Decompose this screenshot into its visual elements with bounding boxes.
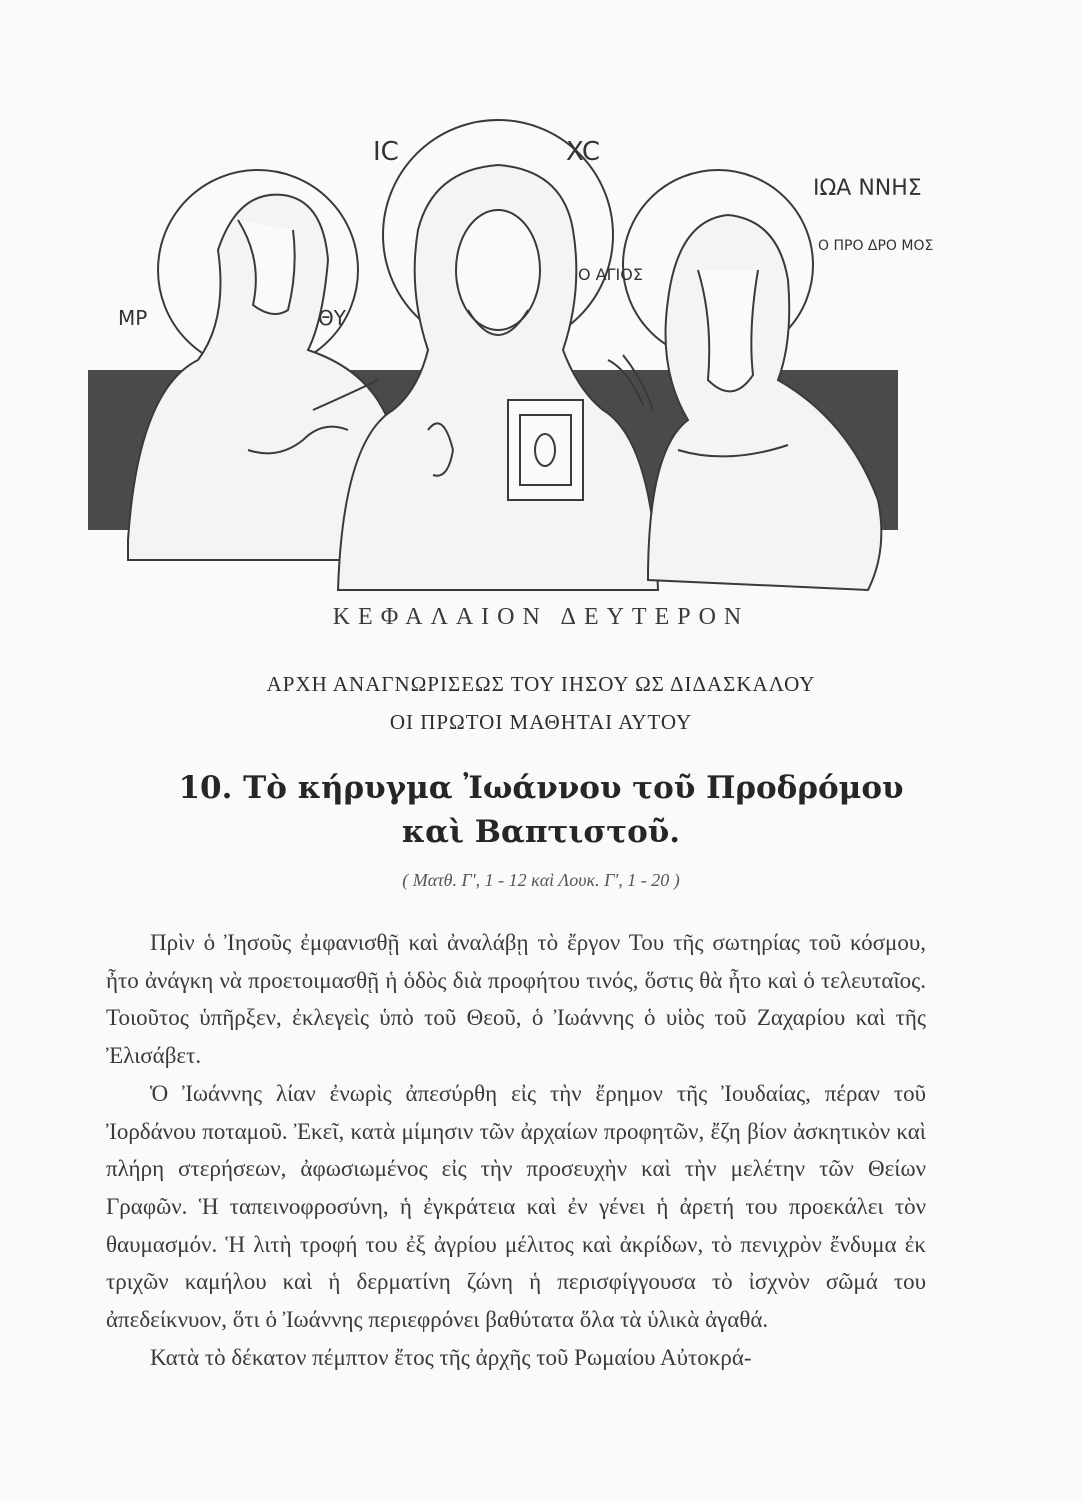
section-title-line-2: καὶ Βαπτιστοῦ. — [401, 814, 681, 850]
scripture-reference: ( Ματθ. Γ', 1 - 12 καὶ Λουκ. Γ', 1 - 20 ) — [402, 870, 680, 890]
subheading-line-1: ΑΡΧΗ ΑΝΑΓΝΩΡΙΣΕΩΣ ΤΟΥ ΙΗΣΟΥ ΩΣ ΔΙΔΑΣΚΑΛΟΥ — [266, 672, 816, 696]
paragraph: Ὁ Ἰωάννης λίαν ἐνωρὶς ἀπεσύρθη εἰς τὴν ἔρημον τῆς Ἰουδαίας, πέραν τοῦ Ἰορδάνου ποταμοῦ. Ἐκεῖ, κατὰ μίμησιν τῶν ἀρχαίων προφητῶν, ἔζη βίον ἀσκητικὸν καὶ πλήρη στερήσεων, ἀφωσιωμένος εἰς τὴν προσευχὴν καὶ τὴν μελέτην τῶν Θείων Γραφῶν. Ἡ ταπεινοφροσύνη, ἡ ἐγκράτεια καὶ ἐν γένει ἡ ἀρετή του προεκάλει τὸν θαυμασμόν. Ἡ λιτὴ τροφή του ἐξ ἀγρίου μέλιτος καὶ ἀκρίδων, τὸ πενιχρὸν ἔνδυμα ἐκ τριχῶν καμήλου καὶ ἡ δερματίνη ζώνη ἡ περισφίγγουσα τὸ ἰσχνὸν σῶμά του ἀπεδείκνυον, ὅτι ὁ Ἰωάννης περιεφρόνει βαθύτατα ὅλα τὰ ὑλικὰ ἀγαθά. — [106, 1080, 926, 1333]
icon-label-mary-left: ΜΡ — [118, 306, 148, 330]
icon-label-john-title: Ο ΠΡΟ ΔΡΟ ΜΟΣ — [818, 238, 934, 254]
icon-label-john-name: ΙΩΑ ΝΝΗΣ — [813, 176, 922, 201]
icon-label-christ-left: IC — [373, 137, 399, 167]
paragraph: Κατὰ τὸ δέκατον πέμπτον ἔτος τῆς ἀρχῆς τοῦ Ρωμαίου Αὐτοκρά- — [150, 1344, 752, 1370]
body-text — [106, 924, 926, 1376]
section-title-line-1: 10. Τὸ κήρυγμα Ἰωάννου τοῦ Προδρόμου — [178, 770, 904, 806]
subheading-line-2: ΟΙ ΠΡΩΤΟΙ ΜΑΘΗΤΑΙ ΑΥΤΟΥ — [389, 710, 693, 734]
deesis-icon-illustration — [88, 120, 934, 590]
icon-label-mary-right: ΘΥ — [318, 306, 346, 330]
chapter-heading: ΚΕΦΑΛΑΙΟΝ ΔΕΥΤΕΡΟΝ — [332, 604, 750, 630]
paragraph: Πρὶν ὁ Ἰησοῦς ἐμφανισθῇ καὶ ἀναλάβῃ τὸ ἔργον Του τῆς σωτηρίας τοῦ κόσμου, ἦτο ἀνάγκη νὰ προετοιμασθῇ ἡ ὁδὸς διὰ προφήτου τινός, ὅστις θὰ ἦτο καὶ ὁ τελευταῖος. Τοιοῦτος ὑπῆρξεν, ἐκλεγεὶς ὑπὸ τοῦ Θεοῦ, ὁ Ἰωάννης ὁ υἱὸς τοῦ Ζαχαρίου καὶ τῆς Ἐλισάβετ. — [106, 930, 926, 1069]
icon-label-agios: Ο ΑΓΙΟΣ — [578, 265, 643, 284]
icon-label-christ-right: XC — [566, 137, 601, 167]
